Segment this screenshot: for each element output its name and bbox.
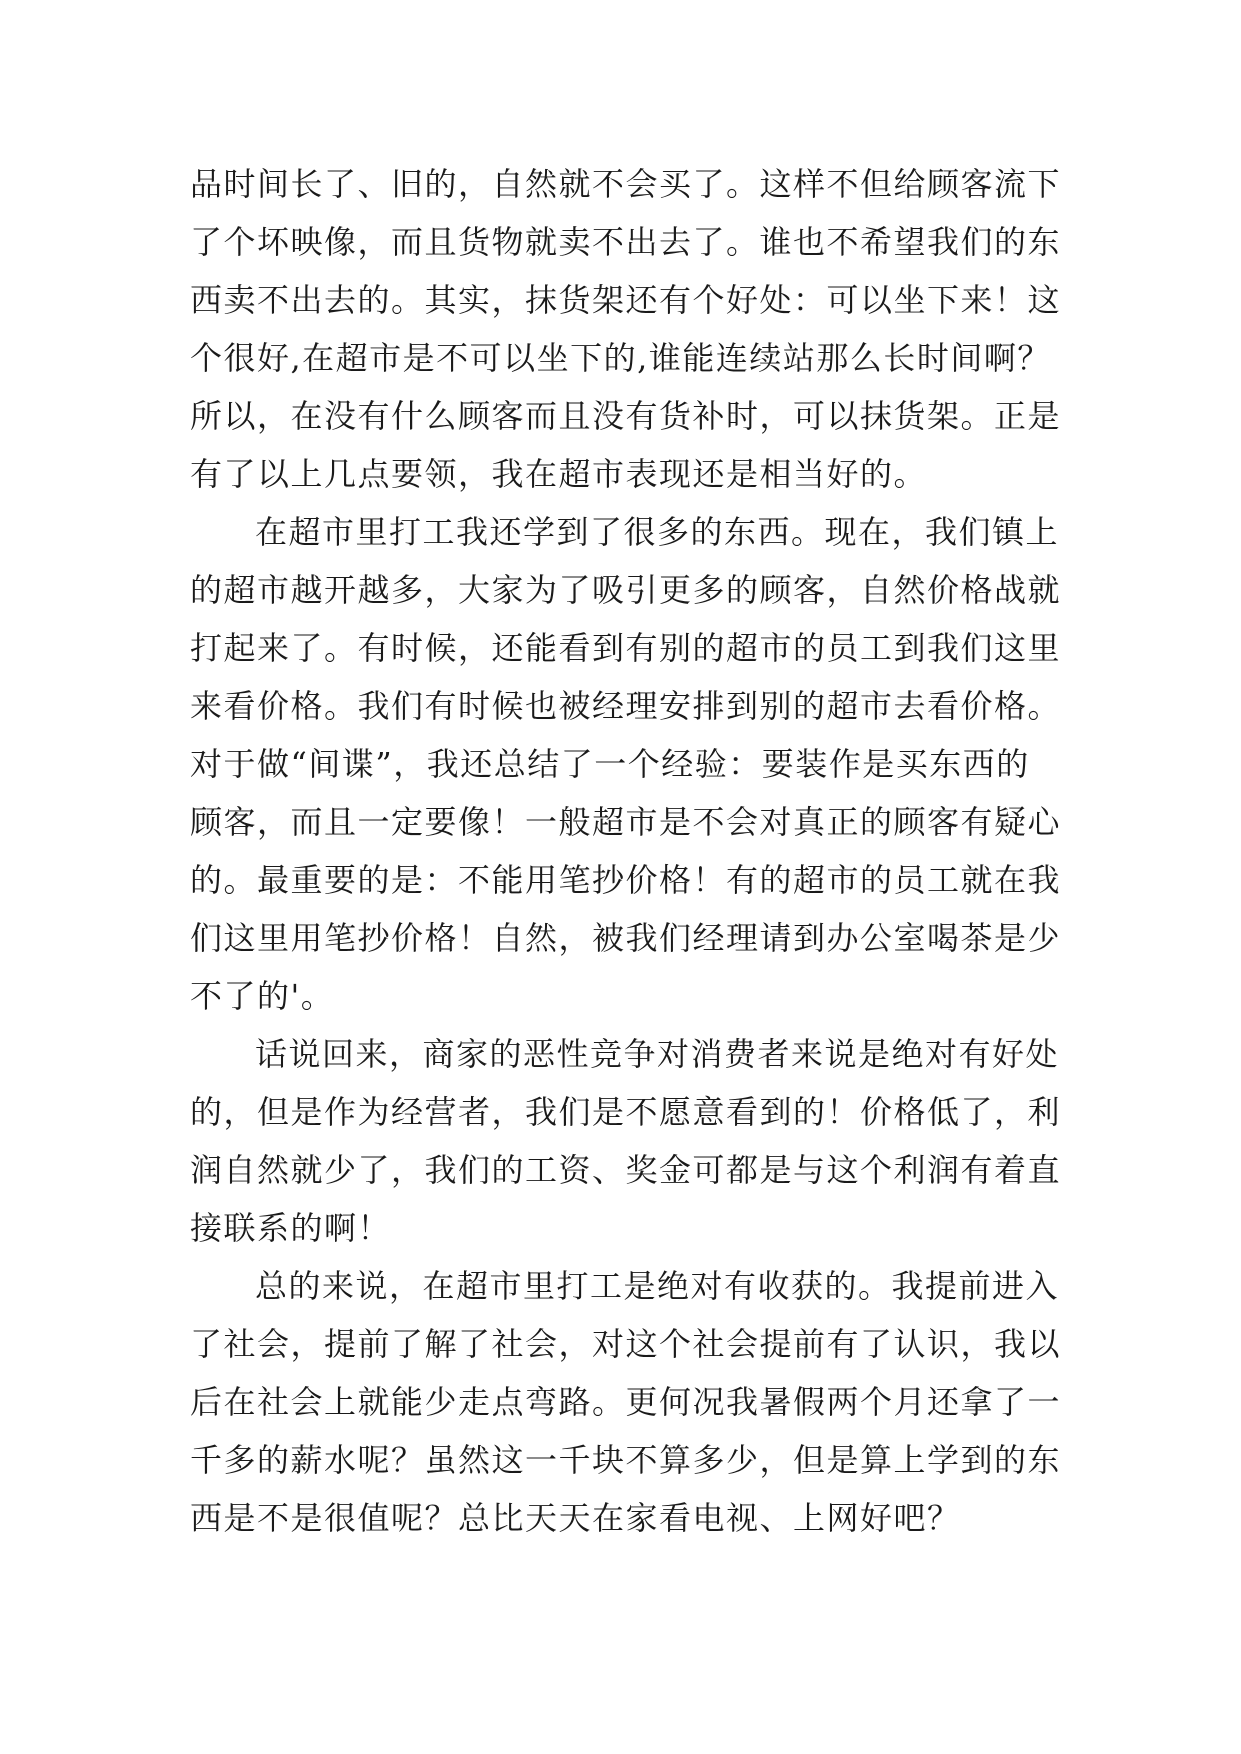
text-line: 的。最重要的是：不能用笔抄价格！有的超市的员工就在我 xyxy=(190,861,1062,899)
text-line: 后在社会上就能少走点弯路。更何况我暑假两个月还拿了一 xyxy=(190,1383,1062,1421)
paragraph-first-line: 总的来说，在超市里打工是绝对有收获的。我提前进入 xyxy=(255,1267,1060,1305)
body-text xyxy=(190,155,1070,1547)
text-line: 的，但是作为经营者，我们是不愿意看到的！价格低了，利 xyxy=(190,1093,1062,1131)
text-line: 顾客，而且一定要像！一般超市是不会对真正的顾客有疑心 xyxy=(190,803,1062,841)
text-line: 对于做“间谍”，我还总结了一个经验：要装作是买东西的 xyxy=(190,745,1030,783)
paragraph-first-line: 话说回来，商家的恶性竞争对消费者来说是绝对有好处 xyxy=(255,1035,1060,1073)
text-line: 有了以上几点要领，我在超市表现还是相当好的。 xyxy=(190,455,928,493)
text-line: 的超市越开越多，大家为了吸引更多的顾客，自然价格战就 xyxy=(190,571,1062,609)
text-line: 西是不是很值呢？总比天天在家看电视、上网好吧？ xyxy=(190,1499,961,1537)
text-line: 品时间长了、旧的，自然就不会买了。这样不但给顾客流下 xyxy=(190,165,1062,203)
text-line: 个很好,在超市是不可以坐下的,谁能连续站那么长时间啊？ xyxy=(190,339,1051,377)
text-line: 打起来了。有时候，还能看到有别的超市的员工到我们这里 xyxy=(190,629,1062,667)
text-line: 了个坏映像，而且货物就卖不出去了。谁也不希望我们的东 xyxy=(190,223,1062,261)
text-line: 所以，在没有什么顾客而且没有货补时，可以抹货架。正是 xyxy=(190,397,1062,435)
text-line: 不了的'。 xyxy=(190,977,335,1015)
text-line: 接联系的啊！ xyxy=(190,1209,392,1247)
text-line: 润自然就少了，我们的工资、奖金可都是与这个利润有着直 xyxy=(190,1151,1062,1189)
paragraph-first-line: 在超市里打工我还学到了很多的东西。现在，我们镇上 xyxy=(255,513,1060,551)
text-line: 了社会，提前了解了社会，对这个社会提前有了认识，我以 xyxy=(190,1325,1062,1363)
text-line: 们这里用笔抄价格！自然，被我们经理请到办公室喝茶是少 xyxy=(190,919,1062,957)
text-line: 来看价格。我们有时候也被经理安排到别的超市去看价格。 xyxy=(190,687,1062,725)
text-line: 千多的薪水呢？虽然这一千块不算多少，但是算上学到的东 xyxy=(190,1441,1062,1479)
text-line: 西卖不出去的。其实，抹货架还有个好处：可以坐下来！这 xyxy=(190,281,1062,319)
